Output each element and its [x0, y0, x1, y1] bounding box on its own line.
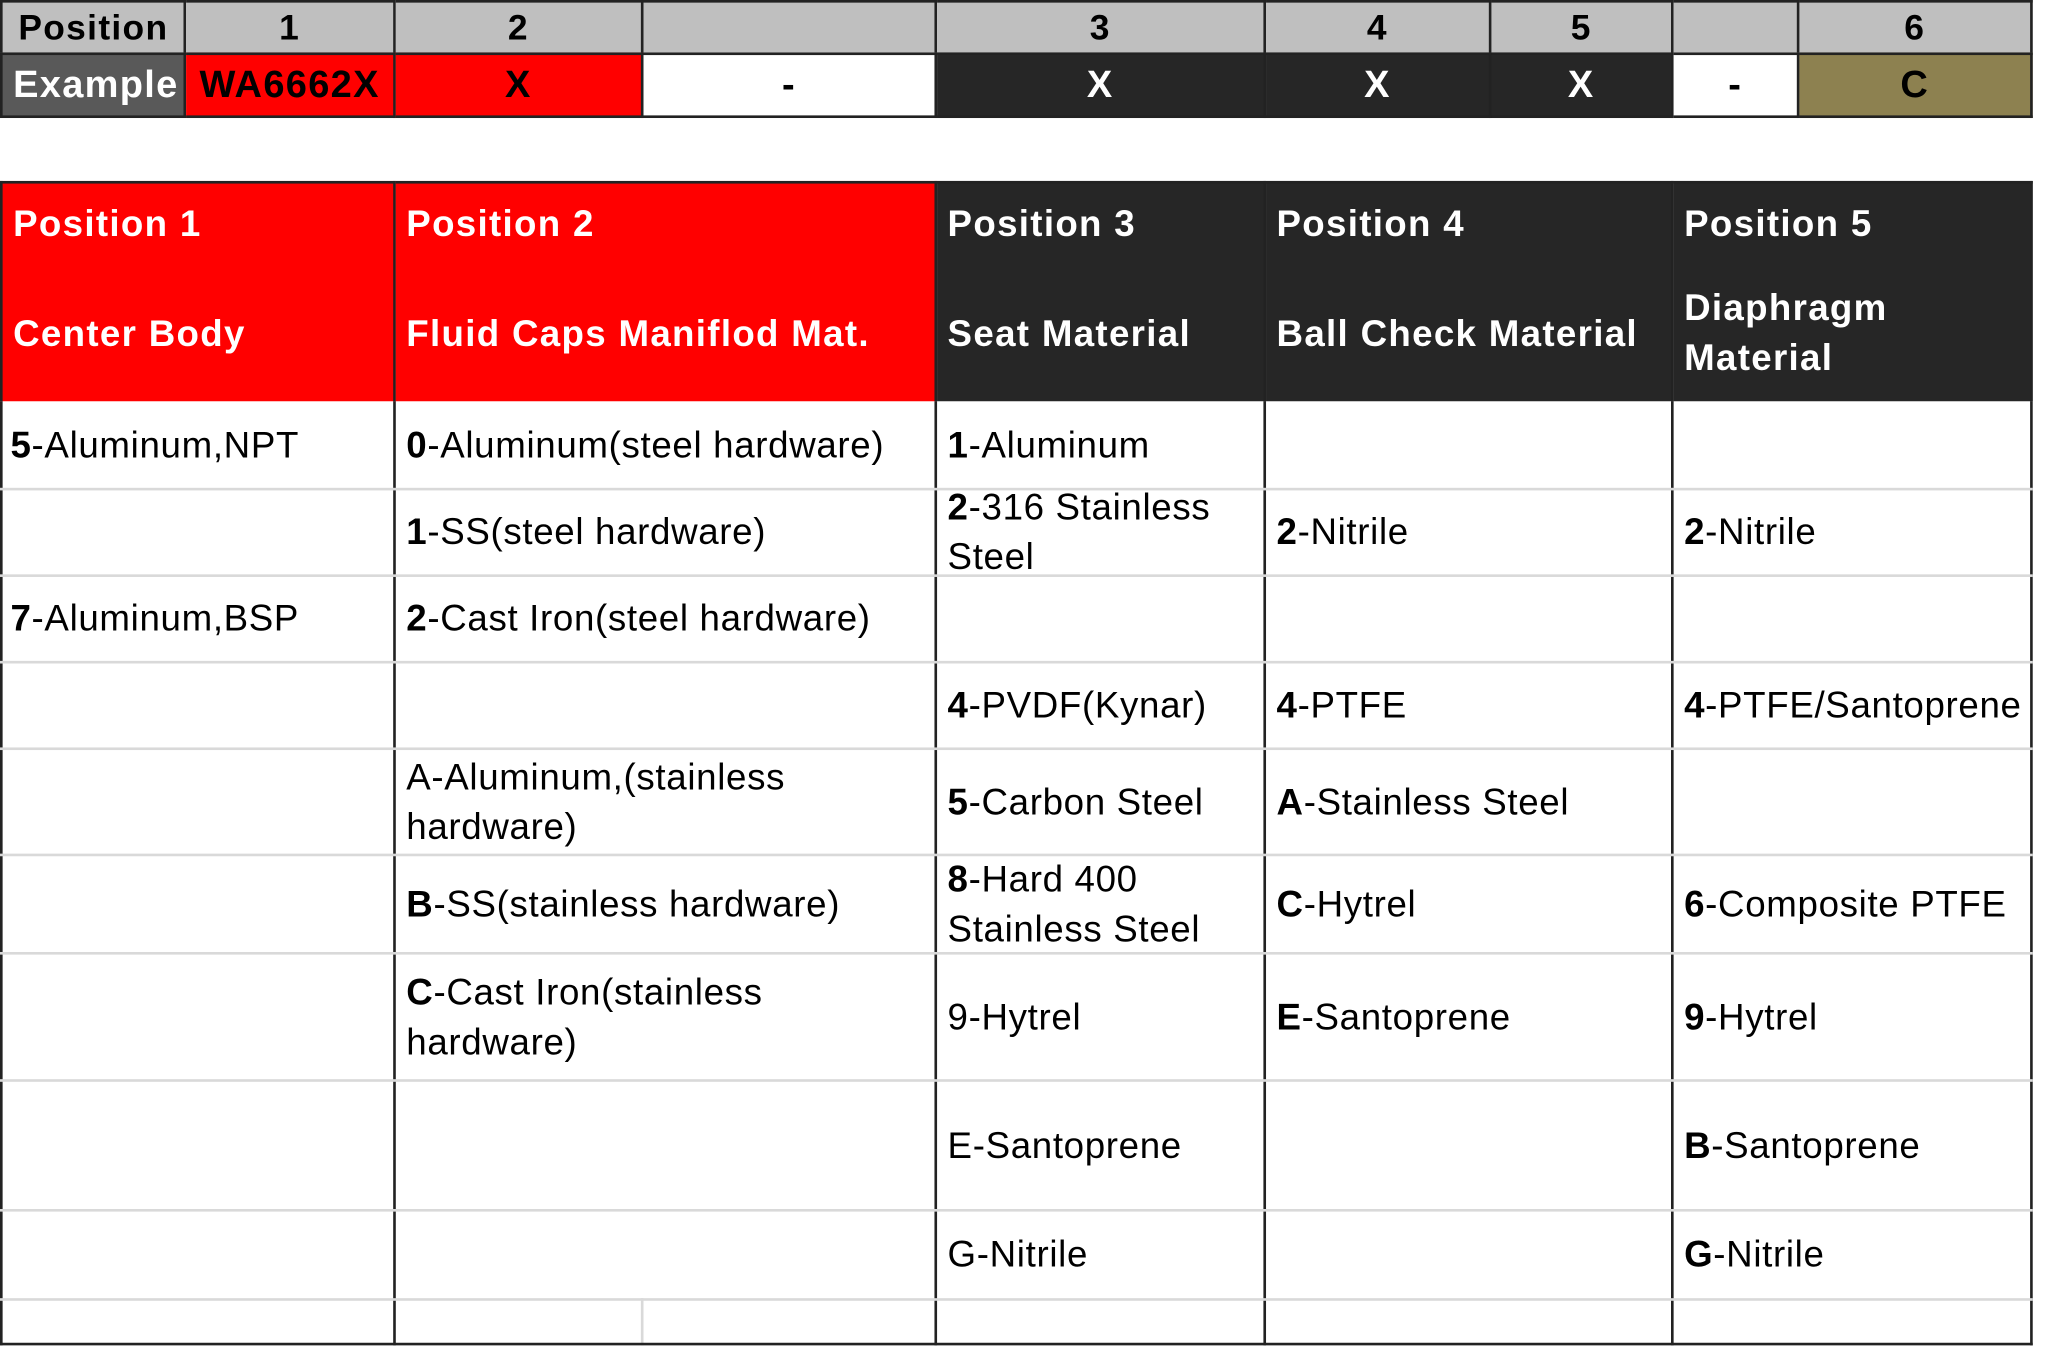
cell-text	[10, 594, 299, 644]
position-number-cell	[186, 0, 396, 52]
table-cell	[1674, 577, 2054, 661]
cell-text	[948, 421, 1150, 471]
cell-text	[406, 594, 870, 644]
table-cell	[1266, 750, 1671, 854]
option-text: -Stainless Steel	[1303, 780, 1570, 822]
table-cell	[0, 490, 393, 574]
table-cell	[396, 955, 935, 1080]
option-code: 2	[1684, 511, 1706, 553]
cell-text	[948, 777, 1204, 827]
column-header-position-1	[0, 181, 396, 401]
example-value-cell	[396, 52, 644, 118]
table-cell	[1674, 404, 2054, 488]
cell-text	[948, 992, 1082, 1042]
option-text: -316 Stainless Steel	[947, 490, 1211, 575]
option-code: B	[1684, 1124, 1712, 1166]
position-label-cell	[0, 0, 186, 52]
example-value-cell	[1266, 52, 1491, 118]
table-cell	[396, 490, 935, 574]
example-value: X	[1086, 63, 1114, 106]
option-text: -Hytrel	[1705, 995, 1818, 1037]
cell-text	[1684, 507, 1816, 557]
example-value: C	[1900, 63, 1930, 106]
position-number: 5	[1570, 7, 1592, 47]
table-cell	[396, 577, 935, 661]
table-cell	[0, 404, 393, 488]
table-cell	[1266, 955, 1671, 1080]
column-header-position-5	[1674, 181, 2033, 401]
option-text: -PVDF(Kynar)	[968, 684, 1207, 726]
option-code: 2	[1276, 511, 1298, 553]
table-cell	[1266, 1212, 1671, 1299]
column-header-position-3	[937, 181, 1266, 401]
option-code: 7	[10, 597, 32, 639]
option-code: 4	[947, 684, 969, 726]
cell-text	[1684, 1230, 1824, 1280]
grid-line	[0, 1343, 2033, 1346]
option-text: -Aluminum,BSP	[31, 597, 300, 639]
column-position-label: Position 5	[1684, 203, 1873, 244]
table-cell	[937, 577, 1263, 661]
table-cell	[1674, 750, 2054, 854]
table-cell	[396, 750, 935, 854]
table-cell	[937, 750, 1263, 854]
option-code: 0	[406, 424, 428, 466]
table-cell	[396, 1082, 935, 1209]
table-cell	[396, 404, 935, 488]
example-value: WA6662X	[199, 63, 380, 106]
option-code: B	[406, 883, 434, 924]
table-cell	[1674, 1212, 2054, 1299]
cell-text	[1684, 879, 2007, 929]
table-cell	[1266, 664, 1671, 748]
option-text: -Hytrel	[1303, 883, 1417, 924]
example-value-cell	[1799, 52, 2032, 118]
table-cell	[937, 490, 1263, 574]
option-text: -Cast Iron(stainless hardware)	[406, 971, 763, 1062]
position-number: 4	[1366, 7, 1388, 47]
position-number-cell	[1266, 0, 1491, 52]
option-code: 6	[1684, 883, 1706, 924]
table-cell	[396, 664, 935, 748]
position-number: 2	[507, 7, 529, 47]
column-position-label: Position 4	[1276, 203, 1465, 244]
option-text: -PTFE/Santoprene	[1705, 684, 2022, 726]
example-value: X	[505, 63, 532, 106]
option-code: 4	[1276, 684, 1298, 726]
option-code: 9	[1684, 995, 1706, 1037]
table-cell	[937, 1212, 1263, 1299]
table-cell	[0, 664, 393, 748]
cell-text	[948, 856, 1264, 952]
option-text: -SS(stainless hardware)	[433, 883, 841, 924]
column-position-label: Position 3	[947, 203, 1137, 244]
position-number-cell	[937, 0, 1266, 52]
cell-text	[1277, 777, 1570, 827]
cell-text	[948, 681, 1207, 731]
option-text: -Cast Iron(steel hardware)	[427, 597, 871, 639]
table-cell	[0, 1212, 393, 1299]
cell-text	[948, 1120, 1182, 1170]
table-cell	[937, 664, 1263, 748]
position-label: Position	[18, 7, 169, 47]
option-text: -Hard 400 Stainless Steel	[947, 858, 1201, 949]
option-text: A-Aluminum,(stainless hardware)	[406, 755, 786, 847]
option-code: E	[1276, 995, 1302, 1037]
option-text: -SS(steel hardware)	[427, 511, 767, 553]
table-cell	[396, 1212, 935, 1299]
column-header-position-2	[396, 181, 937, 401]
option-text: -Nitrile	[1713, 1233, 1825, 1275]
table-cell	[0, 955, 393, 1080]
option-code: 5	[10, 424, 32, 466]
option-code: A	[1276, 780, 1304, 822]
position-number-cell	[1491, 0, 1673, 52]
example-value: X	[1567, 63, 1595, 106]
option-text: -Santoprene	[1711, 1124, 1921, 1166]
grid-line	[641, 1298, 644, 1345]
example-value-cell	[1674, 52, 1800, 118]
position-number-cell	[1799, 0, 2032, 52]
position-number-cell	[396, 0, 644, 52]
cell-text	[10, 421, 299, 471]
example-value-cell	[937, 52, 1266, 118]
column-title: Seat Material	[947, 313, 1191, 355]
option-text: 9-Hytrel	[947, 995, 1082, 1037]
option-code: G	[1684, 1233, 1714, 1275]
option-text: -PTFE	[1297, 684, 1407, 726]
option-text: -Aluminum(steel hardware)	[427, 424, 885, 466]
option-text: -Composite PTFE	[1705, 883, 2007, 924]
option-text: G-Nitrile	[947, 1233, 1089, 1275]
table-cell	[1674, 1082, 2054, 1209]
table-cell	[1266, 577, 1671, 661]
example-value: X	[1364, 63, 1391, 106]
option-code: 5	[947, 780, 969, 822]
column-header-position-4	[1266, 181, 1674, 401]
position-number-cell	[1674, 0, 1800, 52]
option-text: -Nitrile	[1297, 511, 1409, 553]
cell-text	[948, 1230, 1088, 1280]
table-cell	[1674, 664, 2054, 748]
table-cell	[937, 955, 1263, 1080]
option-text: E-Santoprene	[947, 1124, 1182, 1166]
cell-text	[1277, 992, 1511, 1042]
example-label: Example	[13, 63, 179, 106]
option-code: C	[406, 971, 434, 1012]
column-title: Ball Check Material	[1276, 313, 1638, 355]
column-title: Center Body	[13, 313, 246, 355]
cell-text	[406, 967, 934, 1067]
example-value: -	[1728, 63, 1743, 106]
table-cell	[1266, 490, 1671, 574]
example-value-cell	[643, 52, 937, 118]
option-code: 1	[947, 424, 969, 466]
option-code: 1	[406, 511, 428, 553]
table-cell	[937, 856, 1263, 952]
table-cell	[0, 750, 393, 854]
cell-text	[1684, 1120, 1920, 1170]
cell-text	[1277, 681, 1407, 731]
row-divider	[0, 1298, 2033, 1301]
cell-text	[1277, 507, 1409, 557]
position-number: 1	[279, 7, 301, 47]
cell-text	[406, 421, 884, 471]
table-cell	[1266, 856, 1671, 952]
option-code: 2	[947, 490, 969, 528]
option-text: -Aluminum	[968, 424, 1150, 466]
position-number: 3	[1089, 7, 1111, 47]
table-cell	[1266, 1082, 1671, 1209]
table-cell	[1266, 404, 1671, 488]
table-cell	[1674, 856, 2054, 952]
cell-text	[1684, 992, 1818, 1042]
example-value: -	[781, 63, 796, 106]
column-position-label: Position 2	[406, 203, 595, 244]
column-title: Diaphragm Material	[1684, 287, 1888, 378]
option-code: C	[1276, 883, 1304, 924]
cell-text	[1684, 681, 2022, 731]
option-text: -Carbon Steel	[968, 780, 1204, 822]
table-cell	[0, 577, 393, 661]
option-text: -Santoprene	[1301, 995, 1511, 1037]
table-cell	[0, 856, 393, 952]
position-number: 6	[1904, 7, 1926, 47]
option-text: -Nitrile	[1705, 511, 1817, 553]
cell-text	[1277, 879, 1417, 929]
option-code: 8	[947, 858, 969, 899]
option-code: 4	[1684, 684, 1706, 726]
table-cell	[937, 1082, 1263, 1209]
table-cell	[937, 404, 1263, 488]
table-cell	[0, 1082, 393, 1209]
option-code: 2	[406, 597, 428, 639]
table-cell	[1674, 490, 2054, 574]
cell-text	[406, 507, 766, 557]
column-title: Fluid Caps Maniflod Mat.	[406, 313, 870, 355]
example-value-cell	[1491, 52, 1673, 118]
table-cell	[396, 856, 935, 952]
cell-text	[406, 752, 934, 852]
table-cell	[1674, 955, 2054, 1080]
cell-text	[406, 879, 840, 929]
cell-text	[948, 490, 1264, 574]
example-label-cell	[0, 52, 186, 118]
option-text: -Aluminum,NPT	[31, 424, 300, 466]
example-value-cell	[186, 52, 396, 118]
position-number-cell	[643, 0, 937, 52]
column-position-label: Position 1	[13, 203, 202, 244]
